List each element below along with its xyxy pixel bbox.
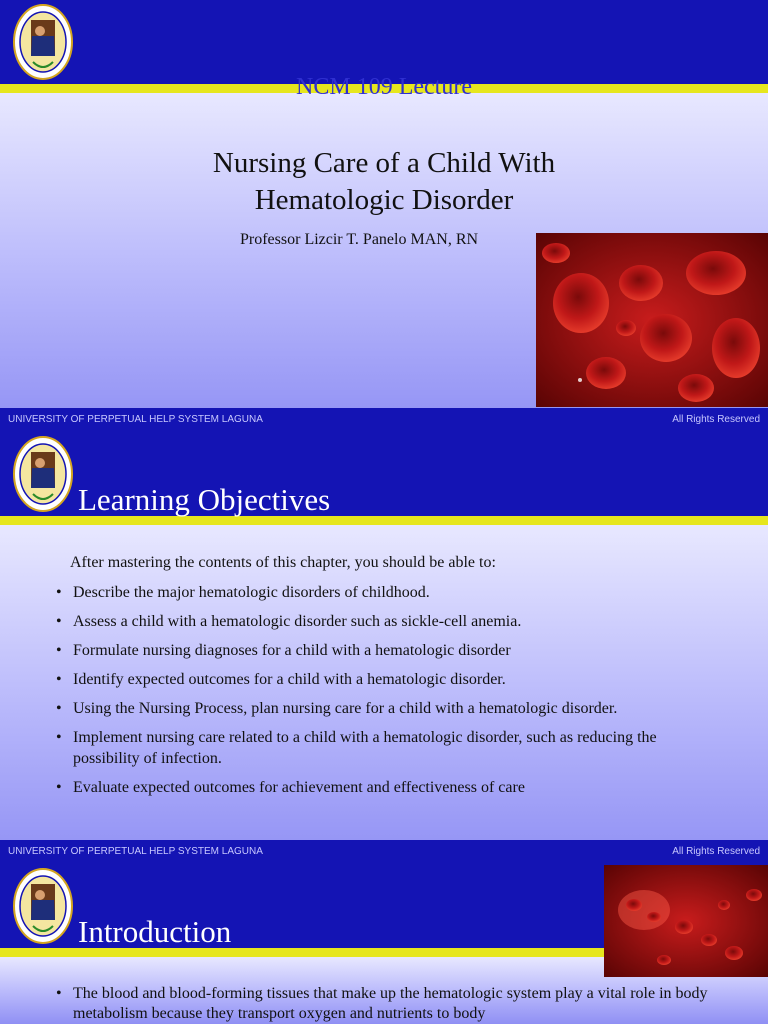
footer-university: UNIVERSITY OF PERPETUAL HELP SYSTEM LAGUNA [8, 414, 263, 425]
list-item: • The blood and blood-forming tissues that make up the hematologic system play a vital role in body metabolism because they transport oxygen and nutrients to body [56, 984, 716, 1024]
list-item: • Formulate nursing diagnoses for a child with a hematologic disorder [56, 640, 706, 661]
footer-band [0, 408, 768, 432]
objectives-list [56, 582, 706, 806]
introduction-slide [0, 864, 768, 1024]
slide-title: Introduction [78, 914, 232, 949]
title-line-2: Hematologic Disorder [254, 184, 514, 216]
list-item: • Implement nursing care related to a child with a hematologic disorder, such as reducing the possibility of infection. [56, 727, 706, 769]
title-slide [0, 0, 768, 432]
footer-band [0, 840, 768, 864]
slide-title [0, 145, 768, 219]
list-item: • Identify expected outcomes for a child with a hematologic disorder. [56, 669, 706, 690]
list-item: • Using the Nursing Process, plan nursing care for a child with a hematologic disorder. [56, 698, 706, 719]
objectives-slide [0, 432, 768, 864]
university-seal-logo [13, 436, 73, 512]
list-item: • Describe the major hematologic disorders of childhood. [56, 582, 706, 603]
presenter-name: Professor Lizcir T. Panelo MAN, RN [240, 231, 479, 248]
blood-vessel-image [604, 865, 768, 977]
footer-rights: All Rights Reserved [672, 414, 760, 425]
introduction-list [56, 984, 716, 1024]
title-line-1: Nursing Care of a Child With [212, 147, 556, 179]
intro-text: After mastering the contents of this chapter, you should be able to: [70, 554, 496, 571]
course-label: NCM 109 Lecture [296, 74, 472, 100]
red-blood-cells-image [536, 233, 768, 407]
university-seal-logo [13, 868, 73, 944]
slide-title: Learning Objectives [78, 482, 331, 517]
header-band [0, 0, 768, 84]
list-item: • Evaluate expected outcomes for achievement and effectiveness of care [56, 777, 706, 798]
footer-rights: All Rights Reserved [672, 846, 760, 857]
list-item: • Assess a child with a hematologic disorder such as sickle-cell anemia. [56, 611, 706, 632]
university-seal-logo [13, 4, 73, 80]
footer-university: UNIVERSITY OF PERPETUAL HELP SYSTEM LAGUNA [8, 846, 263, 857]
